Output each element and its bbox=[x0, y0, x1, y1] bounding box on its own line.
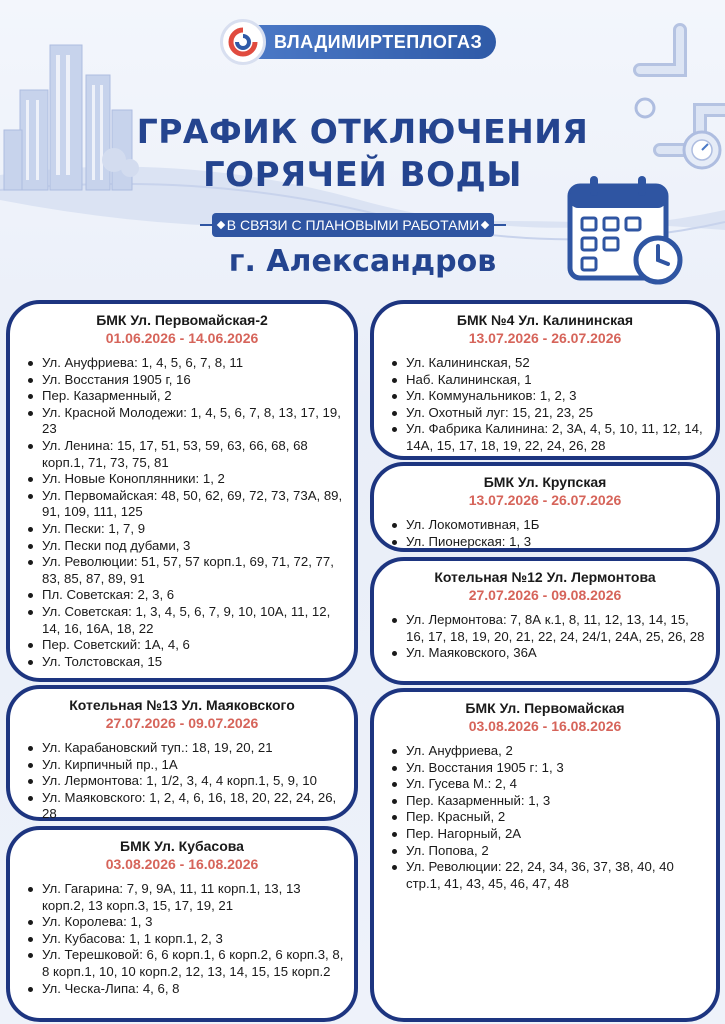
card-date: 13.07.2026 - 26.07.2026 bbox=[468, 330, 622, 346]
list-item: Ул. Пески под дубами, 3 bbox=[42, 538, 344, 555]
address-list bbox=[20, 740, 344, 823]
list-item: Ул. Коммунальников: 1, 2, 3 bbox=[406, 388, 706, 405]
list-item: Ул. Фабрика Калинина: 2, 3А, 4, 5, 10, 11, 12, 14, 14А, 15, 17, 18, 19, 22, 24, 26, 28 bbox=[406, 421, 706, 454]
address-list bbox=[384, 517, 706, 550]
card-date: 13.07.2026 - 26.07.2026 bbox=[468, 492, 622, 508]
address-list bbox=[384, 612, 706, 662]
address-list bbox=[384, 743, 706, 892]
card-date: 27.07.2026 - 09.08.2026 bbox=[468, 587, 622, 603]
address-list bbox=[20, 881, 344, 997]
list-item: Ул. Советская: 1, 3, 4, 5, 6, 7, 9, 10, 10А, 11, 12, 14, 16, 16А, 18, 22 bbox=[42, 604, 344, 637]
schedule-card-pervomayskaya-2 bbox=[6, 300, 358, 682]
list-item: Ул. Терешковой: 6, 6 корп.1, 6 корп.2, 6 корп.3, 8, 8 корп.1, 10, 10 корп.2, 12, 13, 14, 15, 15 корп.2 bbox=[42, 947, 344, 979]
list-item: Ул. Лермонтова: 1, 1/2, 3, 4, 4 корп.1, 5, 9, 10 bbox=[42, 773, 344, 790]
list-item: Пер. Нагорный, 2А bbox=[406, 826, 706, 843]
list-item: Ул. Красной Молодежи: 1, 4, 5, 6, 7, 8, 13, 17, 19, 23 bbox=[42, 405, 344, 438]
card-title: Котельная №13 Ул. Маяковского bbox=[69, 697, 295, 713]
subtitle-line-right bbox=[492, 224, 506, 226]
list-item: Ул. Ануфриева, 2 bbox=[406, 743, 706, 760]
list-item: Ул. Ануфриева: 1, 4, 5, 6, 7, 8, 11 bbox=[42, 355, 344, 372]
card-title: БМК Ул. Крупская bbox=[483, 474, 607, 490]
card-date: 27.07.2026 - 09.07.2026 bbox=[105, 715, 259, 731]
city-name: г. Александров bbox=[228, 244, 497, 279]
list-item: Ул. Первомайская: 48, 50, 62, 69, 72, 73, 73А, 89, 91, 109, 111, 125 bbox=[42, 487, 343, 520]
card-title: БМК Ул. Первомайская-2 bbox=[96, 312, 268, 328]
list-item: Ул. Восстания 1905 г, 16 bbox=[42, 372, 344, 389]
list-item: Ул. Калининская, 52 bbox=[406, 355, 706, 372]
schedule-card-pervomayskaya bbox=[370, 688, 720, 1022]
list-item: Пер. Красный, 2 bbox=[406, 809, 706, 826]
schedule-card-lermontova bbox=[370, 557, 720, 685]
card-title: БМК Ул. Первомайская bbox=[465, 700, 625, 716]
brand-header bbox=[220, 22, 496, 62]
card-title: Котельная №12 Ул. Лермонтова bbox=[434, 569, 656, 585]
list-item: Пер. Советский: 1А, 4, 6 bbox=[42, 637, 344, 654]
page-title-line2: ГОРЯЧЕЙ ВОДЫ bbox=[203, 155, 522, 195]
list-item: Пл. Советская: 2, 3, 6 bbox=[42, 587, 344, 604]
list-item: Ул. Ленина: 15, 17, 51, 53, 59, 63, 66, 68, 68 корп.1, 71, 73, 75, 81 bbox=[42, 438, 344, 471]
list-item: Пер. Казарменный: 1, 3 bbox=[406, 793, 706, 810]
card-date: 03.08.2026 - 16.08.2026 bbox=[105, 856, 259, 872]
schedule-card-mayakovskogo bbox=[6, 685, 358, 821]
schedule-card-krupskaya bbox=[370, 462, 720, 552]
card-date: 01.06.2026 - 14.06.2026 bbox=[105, 330, 259, 346]
list-item: Ул. Толстовская, 15 bbox=[42, 654, 344, 671]
list-item: Ул. Новые Коноплянники: 1, 2 bbox=[42, 471, 344, 488]
list-item: Ул. Лермонтова: 7, 8А к.1, 8, 11, 12, 13, 14, 15, 16, 17, 18, 19, 20, 21, 22, 24, 24/1, 24А, 25, 26, 28 bbox=[406, 612, 705, 644]
list-item: Ул. Маяковского, 36А bbox=[406, 645, 706, 662]
list-item: Ул. Локомотивная, 1Б bbox=[406, 517, 706, 534]
list-item: Ул. Попова, 2 bbox=[406, 843, 706, 860]
brand-name: ВЛАДИМИРТЕПЛОГАЗ bbox=[254, 25, 496, 59]
list-item: Ул. Гусева М.: 2, 4 bbox=[406, 776, 706, 793]
calendar-clock-icon bbox=[566, 172, 686, 292]
address-list bbox=[20, 355, 344, 670]
schedule-card-kalininskaya bbox=[370, 300, 720, 460]
list-item: Ул. Пионерская: 1, 3 bbox=[406, 534, 706, 551]
page-title-line1: ГРАФИК ОТКЛЮЧЕНИЯ bbox=[136, 112, 589, 151]
list-item: Ул. Восстания 1905 г: 1, 3 bbox=[406, 760, 706, 777]
list-item: Ул. Карабановский туп.: 18, 19, 20, 21 bbox=[42, 740, 344, 757]
list-item: Ул. Революции: 22, 24, 34, 36, 37, 38, 40, 40 стр.1, 41, 43, 45, 46, 47, 48 bbox=[406, 859, 706, 892]
list-item: Ул. Охотный луг: 15, 21, 23, 25 bbox=[406, 405, 706, 422]
card-title: БМК Ул. Кубасова bbox=[120, 838, 244, 854]
card-date: 03.08.2026 - 16.08.2026 bbox=[468, 718, 622, 734]
address-list bbox=[384, 355, 706, 455]
list-item: Ул. Революции: 51, 57, 57 корп.1, 69, 71, 72, 77, 83, 85, 87, 89, 91 bbox=[42, 554, 344, 587]
list-item: Ул. Кирпичный пр., 1А bbox=[42, 757, 344, 774]
list-item: Ул. Кубасова: 1, 1 корп.1, 2, 3 bbox=[42, 931, 344, 948]
list-item: Ул. Ческа-Липа: 4, 6, 8 bbox=[42, 981, 344, 998]
list-item: Наб. Калининская, 1 bbox=[406, 372, 706, 389]
list-item: Пер. Казарменный, 2 bbox=[42, 388, 344, 405]
list-item: Ул. Гагарина: 7, 9, 9А, 11, 11 корп.1, 13, 13 корп.2, 13 корп.3, 15, 17, 19, 21 bbox=[42, 881, 344, 914]
card-title: БМК №4 Ул. Калининская bbox=[456, 312, 634, 328]
list-item: Ул. Маяковского: 1, 2, 4, 6, 16, 18, 20, 22, 24, 26, 28 bbox=[42, 790, 344, 823]
schedule-card-kubasova bbox=[6, 826, 358, 1022]
list-item: Ул. Пески: 1, 7, 9 bbox=[42, 521, 344, 538]
subtitle-banner: В СВЯЗИ С ПЛАНОВЫМИ РАБОТАМИ bbox=[212, 213, 494, 237]
list-item: Ул. Королева: 1, 3 bbox=[42, 914, 344, 931]
brand-logo-icon bbox=[220, 19, 266, 65]
